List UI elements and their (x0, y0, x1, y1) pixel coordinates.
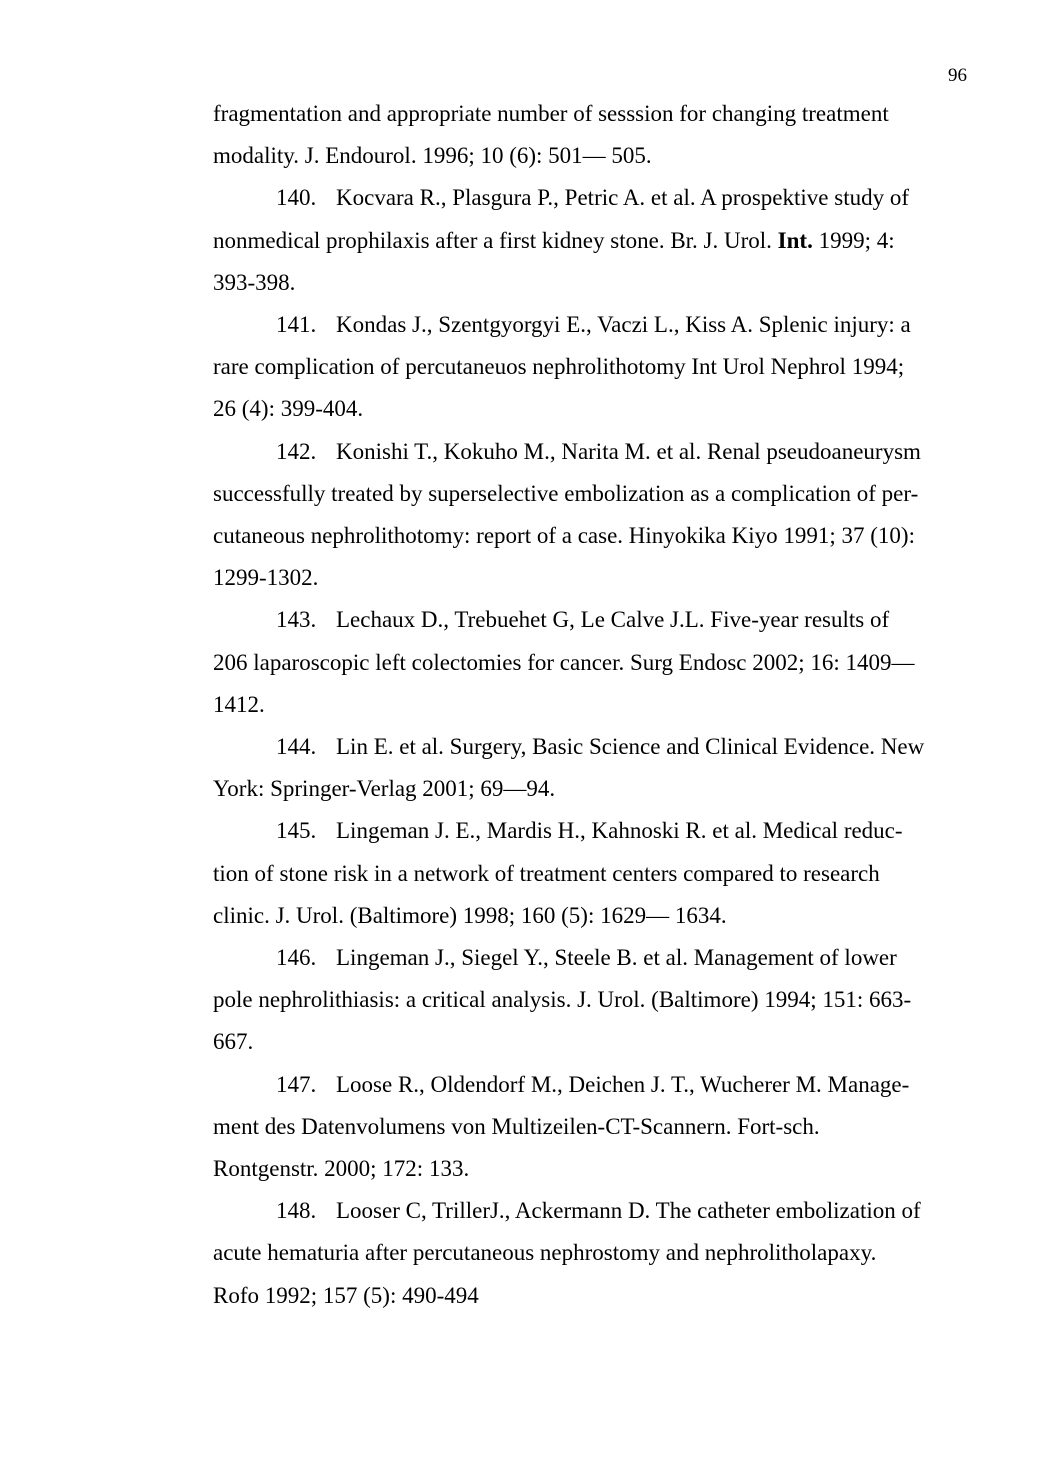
page-number: 96 (948, 65, 967, 86)
reference-entry-146 (213, 937, 965, 1064)
text-line: Rontgenstr. 2000; 172: 133. (213, 1156, 470, 1182)
text-line: fragmentation and appropriate number of sesssion for changing treatment (213, 101, 889, 126)
reference-text: Lingeman J., Siegel Y., Steele B. et al. Management of lower (336, 945, 897, 971)
reference-first-line (213, 304, 965, 346)
reference-number: 145. (276, 818, 317, 844)
reference-first-line (213, 431, 965, 473)
reference-text: 1999; 4: (812, 227, 895, 253)
reference-text: Looser C, TrillerJ., Ackermann D. The catheter embolization of (336, 1198, 921, 1224)
text-line: successfully treated by superselective embolization as a complication of per- (213, 480, 919, 506)
text-line: York: Springer-Verlag 2001; 69—94. (213, 776, 556, 802)
text-line: clinic. J. Urol. (Baltimore) 1998; 160 (5): 1629— 1634. (213, 902, 727, 928)
reference-first-line (213, 177, 965, 219)
text-line: modality. J. Endourol. 1996; 10 (6): 501— 505. (213, 143, 652, 169)
text-line: pole nephrolithiasis: a critical analysis. J. Urol. (Baltimore) 1994; 151: 663- (213, 987, 912, 1013)
text-line: ment des Datenvolumens von Multizeilen-CT-Scannern. Fort-sch. (213, 1113, 820, 1139)
reference-entry-148 (213, 1190, 965, 1317)
reference-entry-145 (213, 810, 965, 937)
reference-text: Lingeman J. E., Mardis H., Kahnoski R. et al. Medical reduc- (336, 818, 903, 844)
reference-list (213, 93, 965, 1317)
text-line: rare complication of percutaneuos nephrolithotomy Int Urol Nephrol 1994; (213, 354, 905, 380)
reference-number: 141. (276, 312, 317, 338)
reference-number: 148. (276, 1198, 317, 1224)
reference-entry-142 (213, 431, 965, 600)
text-line: Rofo 1992; 157 (5): 490-494 (213, 1282, 479, 1308)
reference-first-line (213, 1190, 965, 1232)
reference-number: 146. (276, 945, 317, 971)
reference-entry-140 (213, 177, 965, 304)
reference-entry-147 (213, 1064, 965, 1191)
text-line: 1299-1302. (213, 565, 319, 591)
bold-text: Int. (777, 227, 813, 253)
reference-text: Lin E. et al. Surgery, Basic Science and Clinical Evidence. New (336, 734, 925, 760)
reference-continuation (213, 93, 965, 177)
reference-number: 142. (276, 438, 317, 464)
reference-first-line (213, 726, 965, 768)
text-line: cutaneous nephrolithotomy: report of a case. Hinyokika Kiyo 1991; 37 (10): (213, 523, 915, 549)
text-line: acute hematuria after percutaneous nephrostomy and nephrolitholapaxy. (213, 1240, 877, 1266)
reference-text: Lechaux D., Trebuehet G, Le Calve J.L. Five-year results of (336, 607, 890, 633)
reference-number: 147. (276, 1071, 317, 1097)
reference-text: nonmedical prophilaxis after a first kidney stone. Br. J. Urol. (213, 227, 772, 253)
text-line: 1412. (213, 691, 265, 717)
reference-text: Loose R., Oldendorf M., Deichen J. T., Wucherer M. Manage- (336, 1071, 910, 1097)
text-line: 667. (213, 1029, 254, 1055)
text-line: 393-398. (213, 269, 296, 295)
text-line (213, 220, 965, 262)
reference-text: Kondas J., Szentgyorgyi E., Vaczi L., Kiss A. Splenic injury: a (336, 312, 911, 338)
reference-first-line (213, 1064, 965, 1106)
reference-text: Kocvara R., Plasgura P., Petric A. et al. A prospektive study of (336, 185, 910, 211)
text-line: tion of stone risk in a network of treatment centers compared to research (213, 860, 880, 886)
reference-number: 144. (276, 734, 317, 760)
text-line: 206 laparoscopic left colectomies for cancer. Surg Endosc 2002; 16: 1409— (213, 649, 915, 675)
reference-entry-144 (213, 726, 965, 810)
reference-number: 140. (276, 185, 317, 211)
reference-first-line (213, 810, 965, 852)
reference-number: 143. (276, 607, 317, 633)
reference-first-line (213, 937, 965, 979)
reference-first-line (213, 599, 965, 641)
text-line: 26 (4): 399-404. (213, 396, 364, 422)
reference-entry-143 (213, 599, 965, 726)
reference-text: Konishi T., Kokuho M., Narita M. et al. Renal pseudoaneurysm (336, 438, 921, 464)
reference-entry-141 (213, 304, 965, 431)
